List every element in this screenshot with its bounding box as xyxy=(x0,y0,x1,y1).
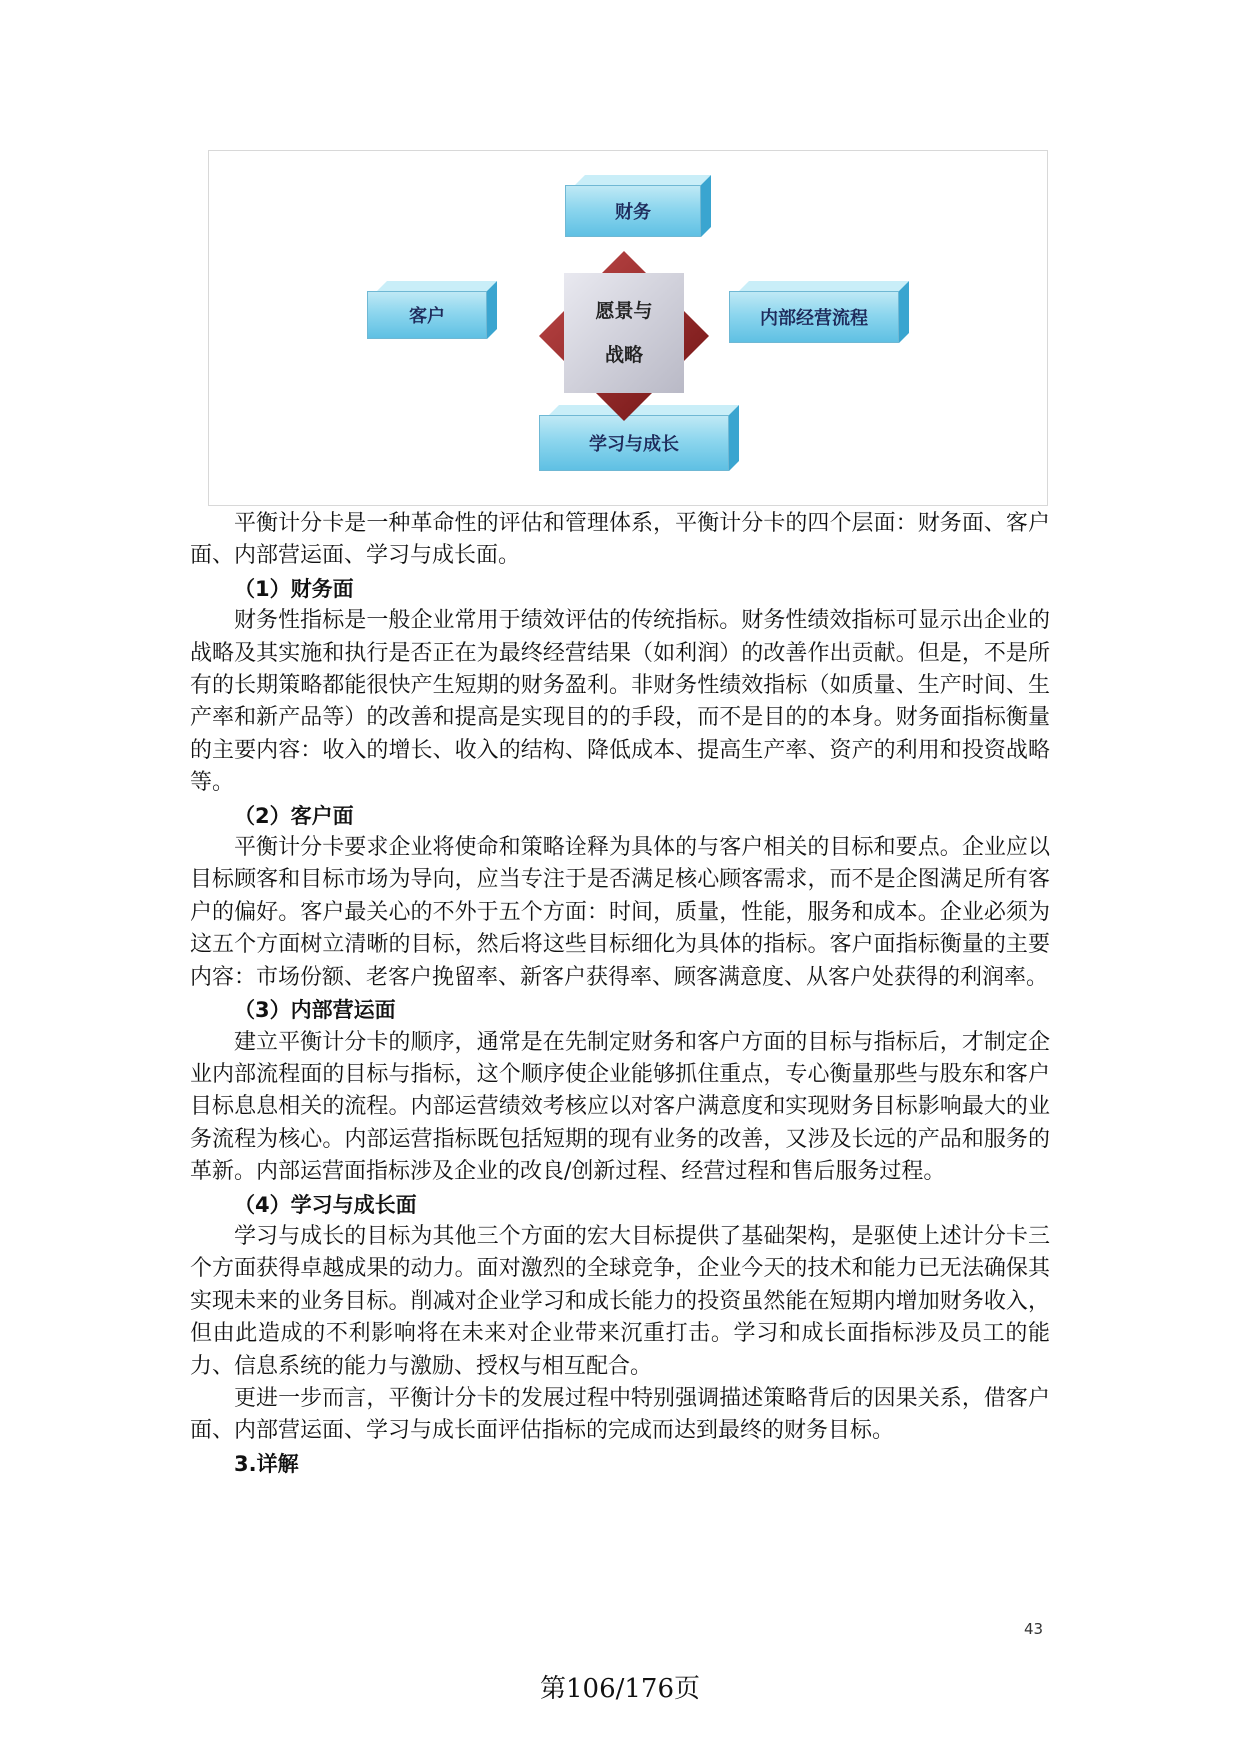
page-number: 43 xyxy=(1024,1620,1044,1638)
heading-customer: （2）客户面 xyxy=(234,803,354,828)
internal-process-box xyxy=(729,281,909,343)
finance-box xyxy=(565,175,711,237)
learning-paragraph: 学习与成长的目标为其他三个方面的宏大目标提供了基础架构，是驱使上述计分卡三个方面获得卓越成果的动力。面对激烈的全球竞争，企业今天的技术和能力已无法确保其实现未来的业务目标。削减对企业学习和成长能力的投资虽然能在短期内增加财务收入，但由此造成的不利影响将在未来对企业带来沉重打击。学习和成长面指标涉及员工的能力、信息系统的能力与激励、授权与相互配合。 xyxy=(190,1223,1050,1379)
finance-label: 财务 xyxy=(565,185,701,237)
finance-paragraph: 财务性指标是一般企业常用于绩效评估的传统指标。财务性绩效指标可显示出企业的战略及其实施和执行是否正在为最终经营结果（如利润）的改善作出贡献。但是，不是所有的长期策略都能很快产生短期的财务盈利。非财务性绩效指标（如质量、生产时间、生产率和新产品等）的改善和提高是实现目的的手段，而不是目的的本身。财务面指标衡量的主要内容：收入的增长、收入的结构、降低成本、提高生产率、资产的利用和投资战略等。 xyxy=(190,608,1050,796)
vision-label: 愿景与 xyxy=(595,300,653,322)
document-body xyxy=(190,508,1050,1480)
strategy-label: 战略 xyxy=(604,344,643,366)
intro-paragraph: 平衡计分卡是一种革命性的评估和管理体系，平衡计分卡的四个层面：财务面、客户面、内部营运面、学习与成长面。 xyxy=(190,511,1050,569)
vision-strategy-core xyxy=(564,273,684,393)
learning-growth-label: 学习与成长 xyxy=(539,415,729,471)
heading-detail: 3.详解 xyxy=(234,1451,299,1476)
customer-box xyxy=(367,281,497,339)
internal-process-label: 内部经营流程 xyxy=(729,291,899,343)
balanced-scorecard-diagram xyxy=(208,150,1048,506)
internal-paragraph: 建立平衡计分卡的顺序，通常是在先制定财务和客户方面的目标与指标后，才制定企业内部流程面的目标与指标，这个顺序使企业能够抓住重点，专心衡量那些与股东和客户目标息息相关的流程。内部运营绩效考核应以对客户满意度和实现财务目标影响最大的业务流程为核心。内部运营指标既包括短期的现有业务的改善，又涉及长远的产品和服务的革新。内部运营面指标涉及企业的改良/创新过程、经营过程和售后服务过程。 xyxy=(190,1029,1050,1185)
page-footer: 第106/176页 xyxy=(539,1674,700,1704)
heading-finance: （1）财务面 xyxy=(234,576,354,601)
summary-paragraph: 更进一步而言，平衡计分卡的发展过程中特别强调描述策略背后的因果关系，借客户面、内部营运面、学习与成长面评估指标的完成而达到最终的财务目标。 xyxy=(190,1385,1050,1444)
customer-label: 客户 xyxy=(367,291,487,339)
customer-paragraph: 平衡计分卡要求企业将使命和策略诠释为具体的与客户相关的目标和要点。企业应以目标顾客和目标市场为导向，应当专注于是否满足核心顾客需求，而不是企图满足所有客户的偏好。客户最关心的不外于五个方面：时间，质量，性能，服务和成本。企业必须为这五个方面树立清晰的目标，然后将这些目标细化为具体的指标。客户面指标衡量的主要内容：市场份额、老客户挽留率、新客户获得率、顾客满意度、从客户处获得的利润率。 xyxy=(190,835,1050,990)
heading-learning: （4）学习与成长面 xyxy=(234,1192,417,1217)
heading-internal: （3）内部营运面 xyxy=(234,998,396,1023)
